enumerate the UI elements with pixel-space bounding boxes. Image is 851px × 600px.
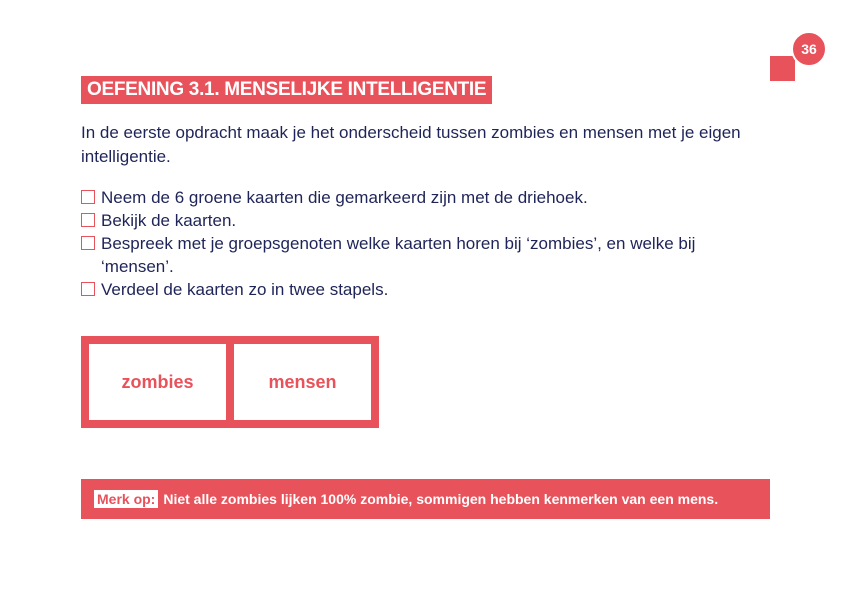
checklist-item[interactable] bbox=[81, 278, 771, 301]
checklist-item-text: Verdeel de kaarten zo in twee stapels. bbox=[101, 280, 389, 299]
checklist-item-text: Bekijk de kaarten. bbox=[101, 211, 237, 230]
note-text: Niet alle zombies lijken 100% zombie, sommigen hebben kenmerken van een mens. bbox=[163, 491, 719, 507]
intro-text: In de eerste opdracht maak je het onderscheid tussen zombies en mensen met je eigen intelligentie. bbox=[81, 123, 741, 166]
checkbox-icon[interactable] bbox=[81, 190, 95, 204]
checklist-item[interactable] bbox=[81, 186, 771, 209]
checkbox-icon[interactable] bbox=[81, 213, 95, 227]
checklist-item[interactable] bbox=[81, 209, 771, 232]
corner-decoration bbox=[770, 56, 795, 81]
task-checklist bbox=[81, 186, 771, 301]
sorting-area bbox=[81, 336, 379, 428]
checklist-item[interactable] bbox=[81, 232, 771, 278]
mensen-box[interactable]: mensen bbox=[234, 344, 371, 420]
zombies-box[interactable]: zombies bbox=[89, 344, 226, 420]
checkbox-icon[interactable] bbox=[81, 282, 95, 296]
page-number: 36 bbox=[791, 31, 827, 67]
note-label: Merk op: bbox=[94, 490, 158, 508]
note-banner bbox=[81, 479, 770, 519]
checkbox-icon[interactable] bbox=[81, 236, 95, 250]
exercise-title: OEFENING 3.1. MENSELIJKE INTELLIGENTIE bbox=[81, 76, 492, 104]
checklist-item-text: Neem de 6 groene kaarten die gemarkeerd zijn met de driehoek. bbox=[101, 188, 588, 207]
checklist-item-text: Bespreek met je groepsgenoten welke kaarten horen bij ‘zombies’, en welke bij ‘mensen’. bbox=[101, 234, 696, 276]
